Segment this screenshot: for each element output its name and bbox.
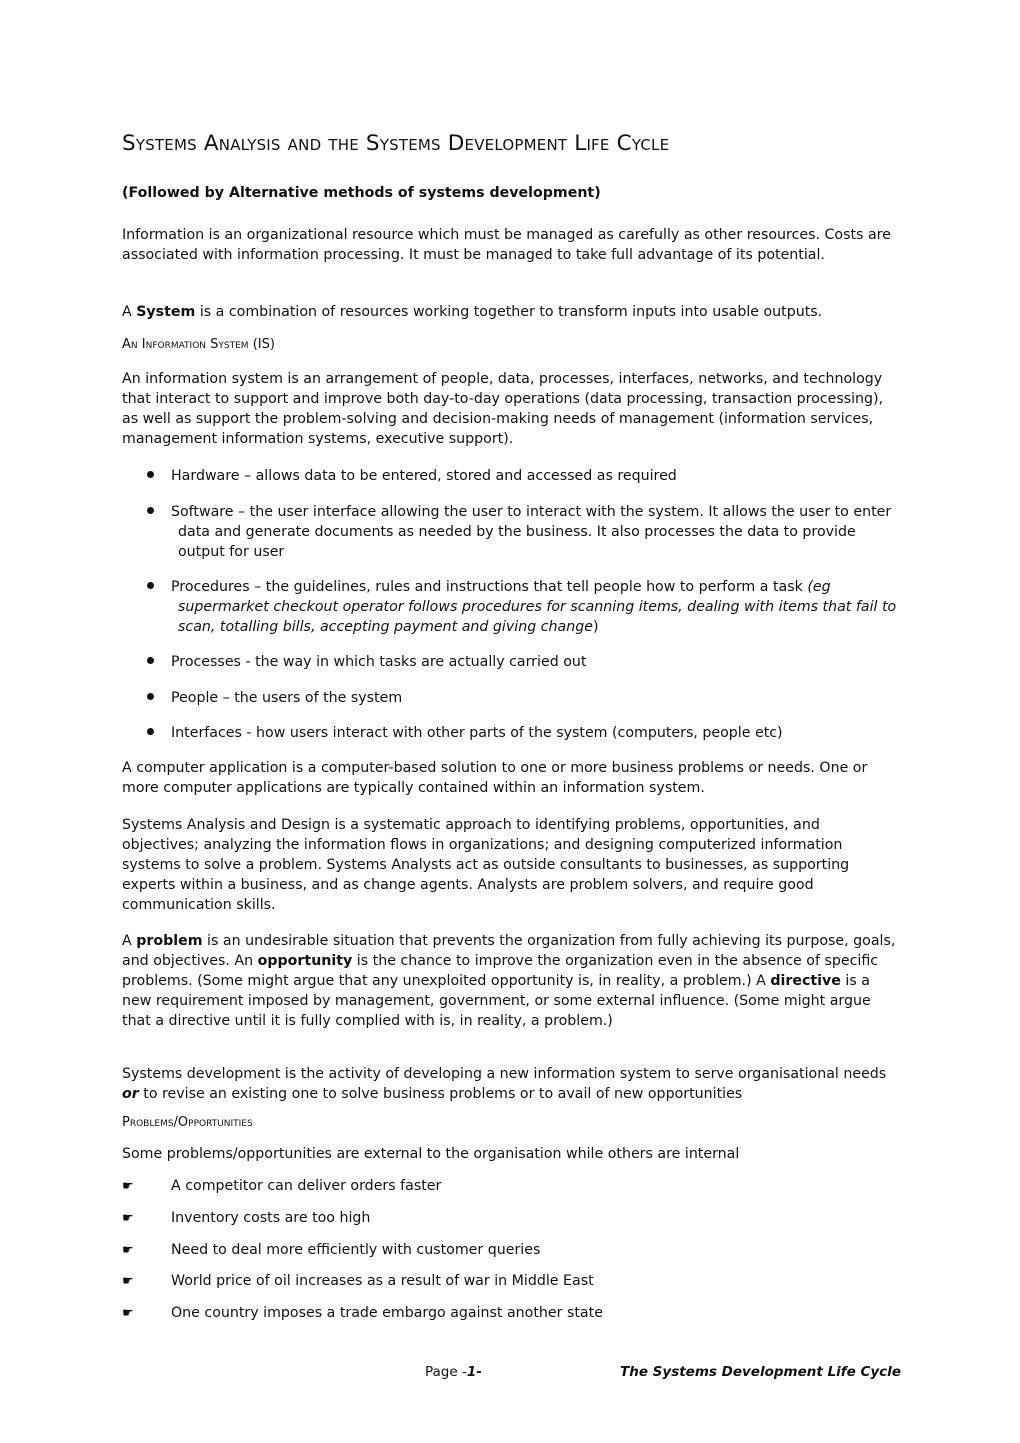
bullet-procedures: Procedures – the guidelines, rules and instructions that tell people how to perform a task (eg supermarket checkout operator follows procedures for scanning items, dealing with items that fail to scan, totalling bills, accepting payment and giving change) <box>122 577 897 637</box>
list-item: ☛ Inventory costs are too high <box>122 1208 370 1229</box>
information-system-paragraph: An information system is an arrangement of people, data, processes, interfaces, networks, and technology that interact to support and improve both day-to-day operations (data processing, transaction processing), as well as support the problem-solving and decision-making needs of management (information services, management information systems, executive support). <box>122 371 884 447</box>
pointing-hand-icon: ☛ <box>122 1243 134 1258</box>
document-title: Systems Analysis and the Systems Development Life Cycle <box>122 131 670 156</box>
bullet-dot-icon <box>147 507 154 514</box>
section-heading-problems-opportunities: Problems/Opportunities <box>122 1115 253 1130</box>
computer-application-paragraph: A computer application is a computer-based solution to one or more business problems or needs. One or more computer applications are typically contained within an information system. <box>122 760 868 796</box>
bullet-dot-icon <box>147 728 154 735</box>
list-item: ☛ A competitor can deliver orders faster <box>122 1176 441 1197</box>
bullet-software: Software – the user interface allowing the user to interact with the system. It allows the user to enter data and generate documents as needed by the business. It also processes the data to provide output for user <box>122 502 897 562</box>
system-term: System <box>136 304 196 320</box>
pointing-hand-icon: ☛ <box>122 1274 134 1289</box>
footer-document-title: The Systems Development Life Cycle <box>620 1364 901 1380</box>
pointing-hand-icon: ☛ <box>122 1306 134 1321</box>
bullet-dot-icon <box>147 471 154 478</box>
intro-paragraph: Information is an organizational resource which must be managed as carefully as other resources. Costs are associated with information processing. It must be managed to take full advantage of its potential. <box>122 227 891 263</box>
bullet-dot-icon <box>147 693 154 700</box>
document-subtitle: (Followed by Alternative methods of systems development) <box>122 185 601 201</box>
problems-intro: Some problems/opportunities are external to the organisation while others are internal <box>122 1146 740 1162</box>
bullet-hardware: Hardware – allows data to be entered, stored and accessed as required <box>122 466 897 486</box>
bullet-dot-icon <box>147 582 154 589</box>
bullet-interfaces: Interfaces - how users interact with other parts of the system (computers, people etc) <box>122 723 897 743</box>
list-item: ☛ World price of oil increases as a result of war in Middle East <box>122 1271 594 1292</box>
list-item: ☛ One country imposes a trade embargo against another state <box>122 1303 603 1324</box>
system-definition: A System is a combination of resources working together to transform inputs into usable outputs. <box>122 304 823 320</box>
bullet-people: People – the users of the system <box>122 688 897 708</box>
pointing-hand-icon: ☛ <box>122 1211 134 1226</box>
pointing-hand-icon: ☛ <box>122 1179 134 1194</box>
page-number: Page -1- <box>425 1364 482 1380</box>
section-heading-information-system: An Information System (IS) <box>122 337 275 352</box>
bullet-dot-icon <box>147 657 154 664</box>
list-item: ☛ Need to deal more efficiently with customer queries <box>122 1240 540 1261</box>
problem-opportunity-directive-paragraph: A problem is an undesirable situation that prevents the organization from fully achieving its purpose, goals, and objectives. An opportunity is the chance to improve the organization even in the absence of specific problems. (Some might argue that any unexploited opportunity is, in reality, a problem.) A directive is a new requirement imposed by management, government, or some external influence. (Some might argue that a directive until it is fully complied with is, in reality, a problem.) <box>122 933 896 1029</box>
bullet-processes: Processes - the way in which tasks are actually carried out <box>122 652 897 672</box>
systems-development-paragraph: Systems development is the activity of developing a new information system to serve organisational needs or to revise an existing one to solve business problems or to avail of new opportunities <box>122 1066 887 1102</box>
systems-analysis-paragraph: Systems Analysis and Design is a systematic approach to identifying problems, opportunities, and objectives; analyzing the information flows in organizations; and designing computerized information systems to solve a problem. Systems Analysts act as outside consultants to businesses, as supporting experts within a business, and as change agents. Analysts are problem solvers, and require good communication skills. <box>122 817 850 913</box>
